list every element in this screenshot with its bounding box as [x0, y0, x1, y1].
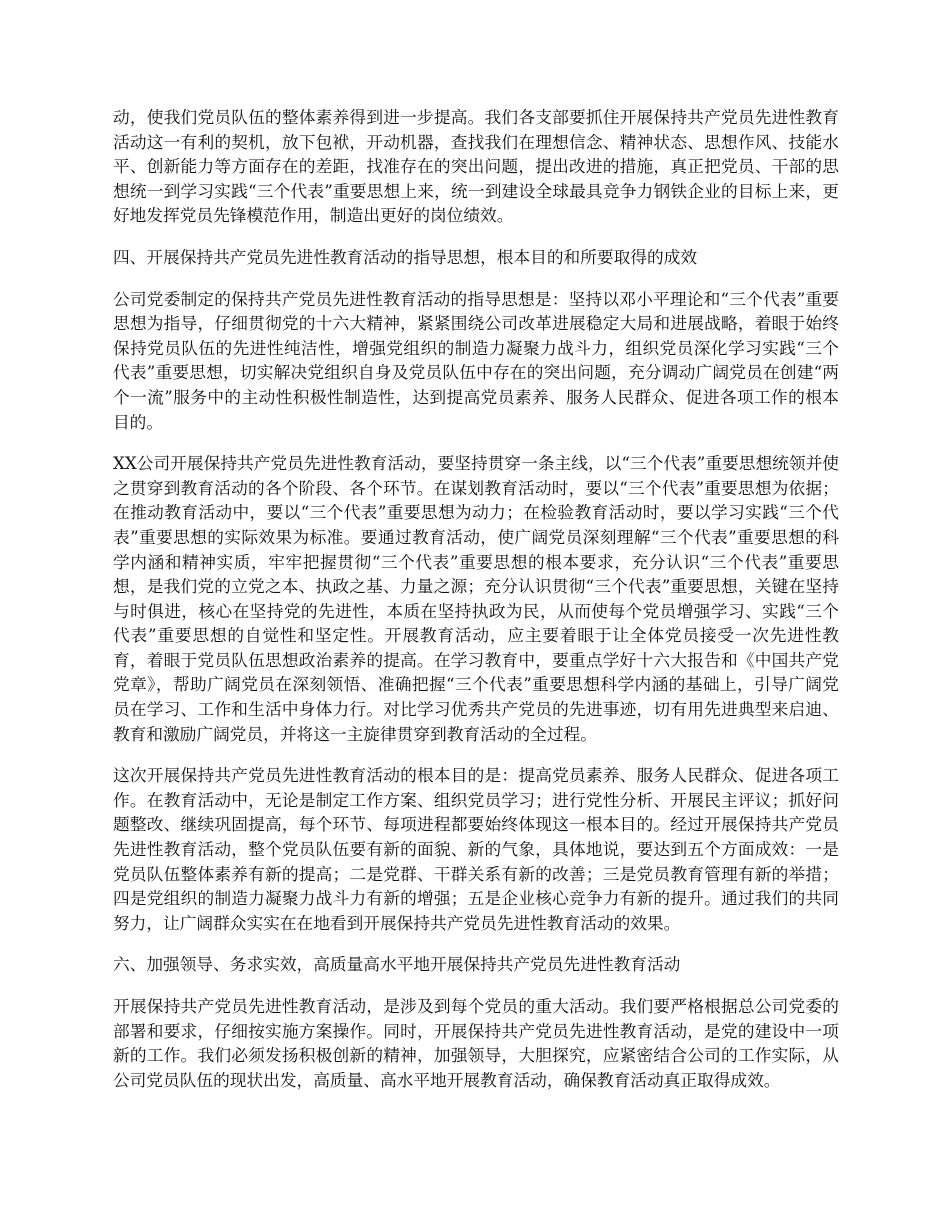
document-body: [113, 105, 839, 1109]
paragraph-continuation: 动，使我们党员队伍的整体素养得到进一步提高。我们各支部要抓住开展保持共产党员先进性教育活动这一有利的契机，放下包袱，开动机器，查找我们在理想信念、精神状态、思想作风、技能水平、创新能力等方面存在的差距，找准存在的突出问题，提出改进的措施，真正把党员、干部的思想统一到学习实践“三个代表”重要思想上来，统一到建设全球最具竞争力钢铁企业的目标上来，更好地发挥党员先锋模范作用，制造出更好的岗位绩效。: [113, 107, 839, 226]
section-heading-four: 四、开展保持共产党员先进性教育活动的指导思想，根本目的和所要取得的成效: [113, 246, 698, 267]
paragraph-main-line: XX公司开展保持共产党员先进性教育活动，要坚持贯穿一条主线，以“三个代表”重要思想统领并使之贯穿到教育活动的各个阶段、各个环节。在谋划教育活动时，要以“三个代表”重要思想为依据；在推动教育活动中，要以“三个代表”重要思想为动力；在检验教育活动时，要以学习实践“三个代表”重要思想的实际效果为标准。要通过教育活动，使广阔党员深刻理解“三个代表”重要思想的科学内涵和精神实质，牢牢把握贯彻“三个代表”重要思想的根本要求，充分认识“三个代表”重要思想，是我们党的立党之本、执政之基、力量之源；充分认识贯彻“三个代表”重要思想，关键在坚持与时俱进，核心在坚持党的先进性，本质在坚持执政为民，从而使每个党员增强学习、实践“三个代表”重要思想的自觉性和坚定性。开展教育活动，应主要着眼于让全体党员接受一次先进性教育，着眼于党员队伍思想政治素养的提高。在学习教育中，要重点学好十六大报告和《中国共产党党章》，帮助广阔党员在深刻领悟、准确把握“三个代表”重要思想科学内涵的基础上，引导广阔党员在学习、工作和生活中身体力行。对比学习优秀共产党员的先进事迹，切有用先进典型来启迪、教育和激励广阔党员，并将这一主旋律贯穿到教育活动的全过程。: [113, 453, 839, 744]
section-heading-six: 六、加强领导、务求实效，高质量高水平地开展保持共产党员先进性教育活动: [113, 954, 681, 975]
paragraph-leadership: 开展保持共产党员先进性教育活动，是涉及到每个党员的重大活动。我们要严格根据总公司党委的部署和要求，仔细按实施方案操作。同时，开展保持共产党员先进性教育活动，是党的建设中一项新的工作。我们必须发扬积极创新的精神，加强领导，大胆探究，应紧密结合公司的工作实际，从公司党员队伍的现状出发，高质量、高水平地开展教育活动，确保教育活动真正取得成效。: [113, 996, 839, 1090]
paragraph-guiding-thought: 公司党委制定的保持共产党员先进性教育活动的指导思想是：坚持以邓小平理论和“三个代表”重要思想为指导，仔细贯彻党的十六大精神，紧紧围绕公司改革进展稳定大局和进展战略，着眼于始终保持党员队伍的先进性纯洁性，增强党组织的制造力凝聚力战斗力，组织党员深化学习实践“三个代表”重要思想，切实解决党组织自身及党员队伍中存在的突出问题，充分调动广阔党员在创建“两个一流”服务中的主动性积极性制造性，达到提高党员素养、服务人民群众、促进各项工作的根本目的。: [113, 288, 839, 432]
paragraph-fundamental-goal: 这次开展保持共产党员先进性教育活动的根本目的是：提高党员素养、服务人民群众、促进各项工作。在教育活动中，无论是制定工作方案、组织党员学习；进行党性分析、开展民主评议；抓好问题整改、继续巩固提高，每个环节、每项进程都要始终体现这一根本目的。经过开展保持共产党员先进性教育活动，整个党员队伍要有新的面貌、新的气象，具体地说，要达到五个方面成效：一是党员队伍整体素养有新的提高；二是党群、干群关系有新的改善；三是党员教育管理有新的举措；四是党组织的制造力凝聚力战斗力有新的增强；五是企业核心竞争力有新的提升。通过我们的共同努力，让广阔群众实实在在地看到开展保持共产党员先进性教育活动的效果。: [113, 765, 839, 933]
